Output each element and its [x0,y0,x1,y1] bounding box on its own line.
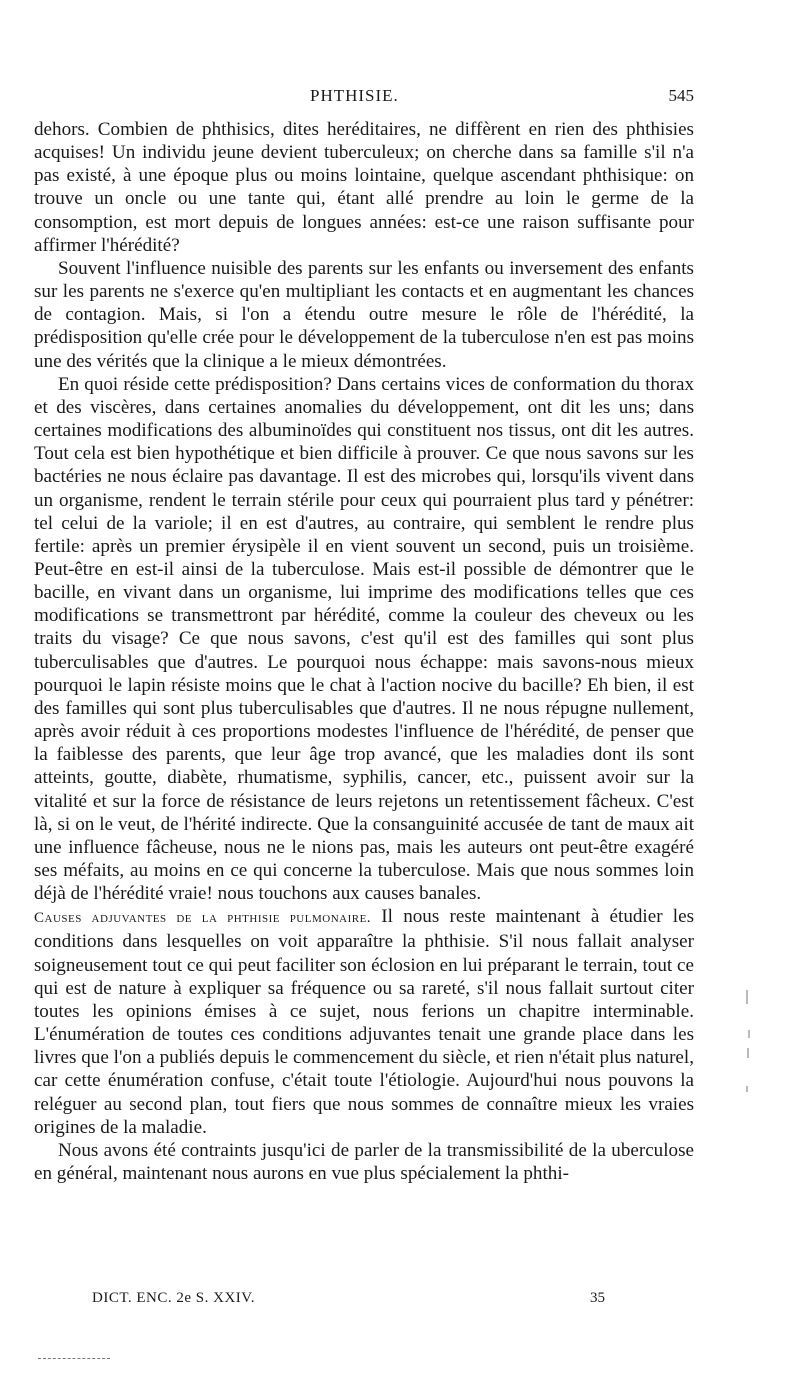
signature-footer [34,1290,694,1312]
paragraph-5 [34,1139,694,1185]
article-body [34,118,694,1185]
running-header [34,86,694,110]
paragraph-3 [34,373,694,906]
running-title: PHTHISIE. [310,86,399,105]
page-number: 545 [668,86,694,105]
paragraph-2 [34,257,694,373]
bottom-dashed-rule [38,1358,110,1359]
speck [746,990,748,1004]
paragraph-4 [34,905,694,1139]
speck [747,1048,749,1058]
paragraph-1-text: dehors. Combien de phthisics, dites heréditaires, ne diffèrent en rien des phthisies acquises! Un individu jeune devient tuberculeux; on cherche dans sa famille s'il n'a pas existé, à une époque plus ou moins lointaine, quelque ascendant phthisique: on trouve un oncle ou une tante qui, étant allé prendre au loin le germe de la consomption, est mort depuis de longues années: est-ce une raison suffisante pour affirmer l'hérédité? [34,119,694,256]
paragraph-5-text: Nous avons été contraints jusqu'ici de parler de la transmissibilité de la uberculose en général, maintenant nous aurons en vue plus spécialement la phthi- [34,1139,694,1185]
speck [746,1086,748,1092]
section-heading: Causes adjuvantes de la phthisie pulmonaire. [34,910,372,927]
margin-specks [738,990,758,1110]
paragraph-3-text: En quoi réside cette prédisposition? Dans certains vices de conformation du thorax et des viscères, dans certaines anomalies du développement, ont dit les uns; dans certaines modifications des albuminoïdes qui constituent nos tissus, ont dit les autres. Tout cela est bien hypothétique et bien difficile à prouver. Ce que nous savons sur les bactéries ne nous éclaire pas davantage. Il est des microbes qui, lorsqu'ils vivent dans un organisme, rendent le terrain stérile pour ceux qui pourraient plus tard y pénétrer: tel celui de la variole; il en est d'autres, au contraire, qui semblent le rendre plus fertile: après un premier érysipèle il en vient souvent un second, puis un troisième. Peut-être en est-il ainsi de la tuberculose. Mais est-il possible de démontrer que le bacille, en vivant dans un organisme, lui imprime des modifications telles que ces modifications se transmettront par hérédité, comme la couleur des cheveux ou les traits du visage? Ce que nous savons, c'est qu'il est des familles qui sont plus tuberculisables que d'autres. Le pourquoi nous échappe: mais savons-nous mieux pourquoi le lapin résiste moins que le chat à l'action nocive du bacille? Eh bien, il est des familles qui sont plus tuberculisables que d'autres. Il ne nous répugne nullement, après avoir réduit à ces proportions modestes l'influence de l'hérédité, de penser que la faiblesse des parents, que leur âge trop avancé, que les maladies dont ils sont atteints, goutte, diabète, rhumatisme, syphilis, cancer, etc., puissent avoir sur la vitalité et sur la force de résistance de leurs rejetons un retentissement fâcheux. C'est là, si on le veut, de l'hérité indirecte. Que la consanguinité accusée de tant de maux ait une influence fâcheuse, nous ne le nions pas, mais les auteurs ont peut-être exagéré ses méfaits, au moins en ce qui concerne la tuberculose. Mais que nous sommes loin déjà de l'hérédité vraie! nous touchons aux causes banales. [34,373,694,905]
paragraph-2-text: Souvent l'influence nuisible des parents sur les enfants ou inversement des enfants sur les parents ne s'exerce qu'en multipliant les contacts et en augmentant les chances de contagion. Mais, si l'on a étendu outre mesure le rôle de l'hérédité, la prédisposition qu'elle crée pour le développement de la tuberculose n'en est pas moins une des vérités que la clinique a le mieux démontrées. [34,257,694,372]
paragraph-1 [34,118,694,257]
signature-number: 35 [590,1290,605,1306]
speck [748,1030,750,1038]
paragraph-4-text: Il nous reste maintenant à étudier les conditions dans lesquelles on voit apparaître la phthisie. S'il nous fallait analyser soigneusement tout ce qui peut faciliter son éclosion en lui préparant le terrain, tout ce qui est de nature à expliquer sa fréquence ou sa rareté, s'il nous fallait surtout citer toutes les opinions émises à ce sujet, nous ferions un chapitre interminable. L'énumération de toutes ces conditions adjuvantes tenait une grande place dans les livres que l'on a publiés depuis le commencement du siècle, et rien n'était plus naturel, car cette énumération confuse, c'était toute l'étiologie. Aujourd'hui nous pouvons la reléguer au second plan, tout fiers que nous sommes de connaître mieux les vraies origines de la maladie. [34,906,694,1138]
signature-mark: DICT. ENC. 2e S. XXIV. [92,1290,255,1306]
